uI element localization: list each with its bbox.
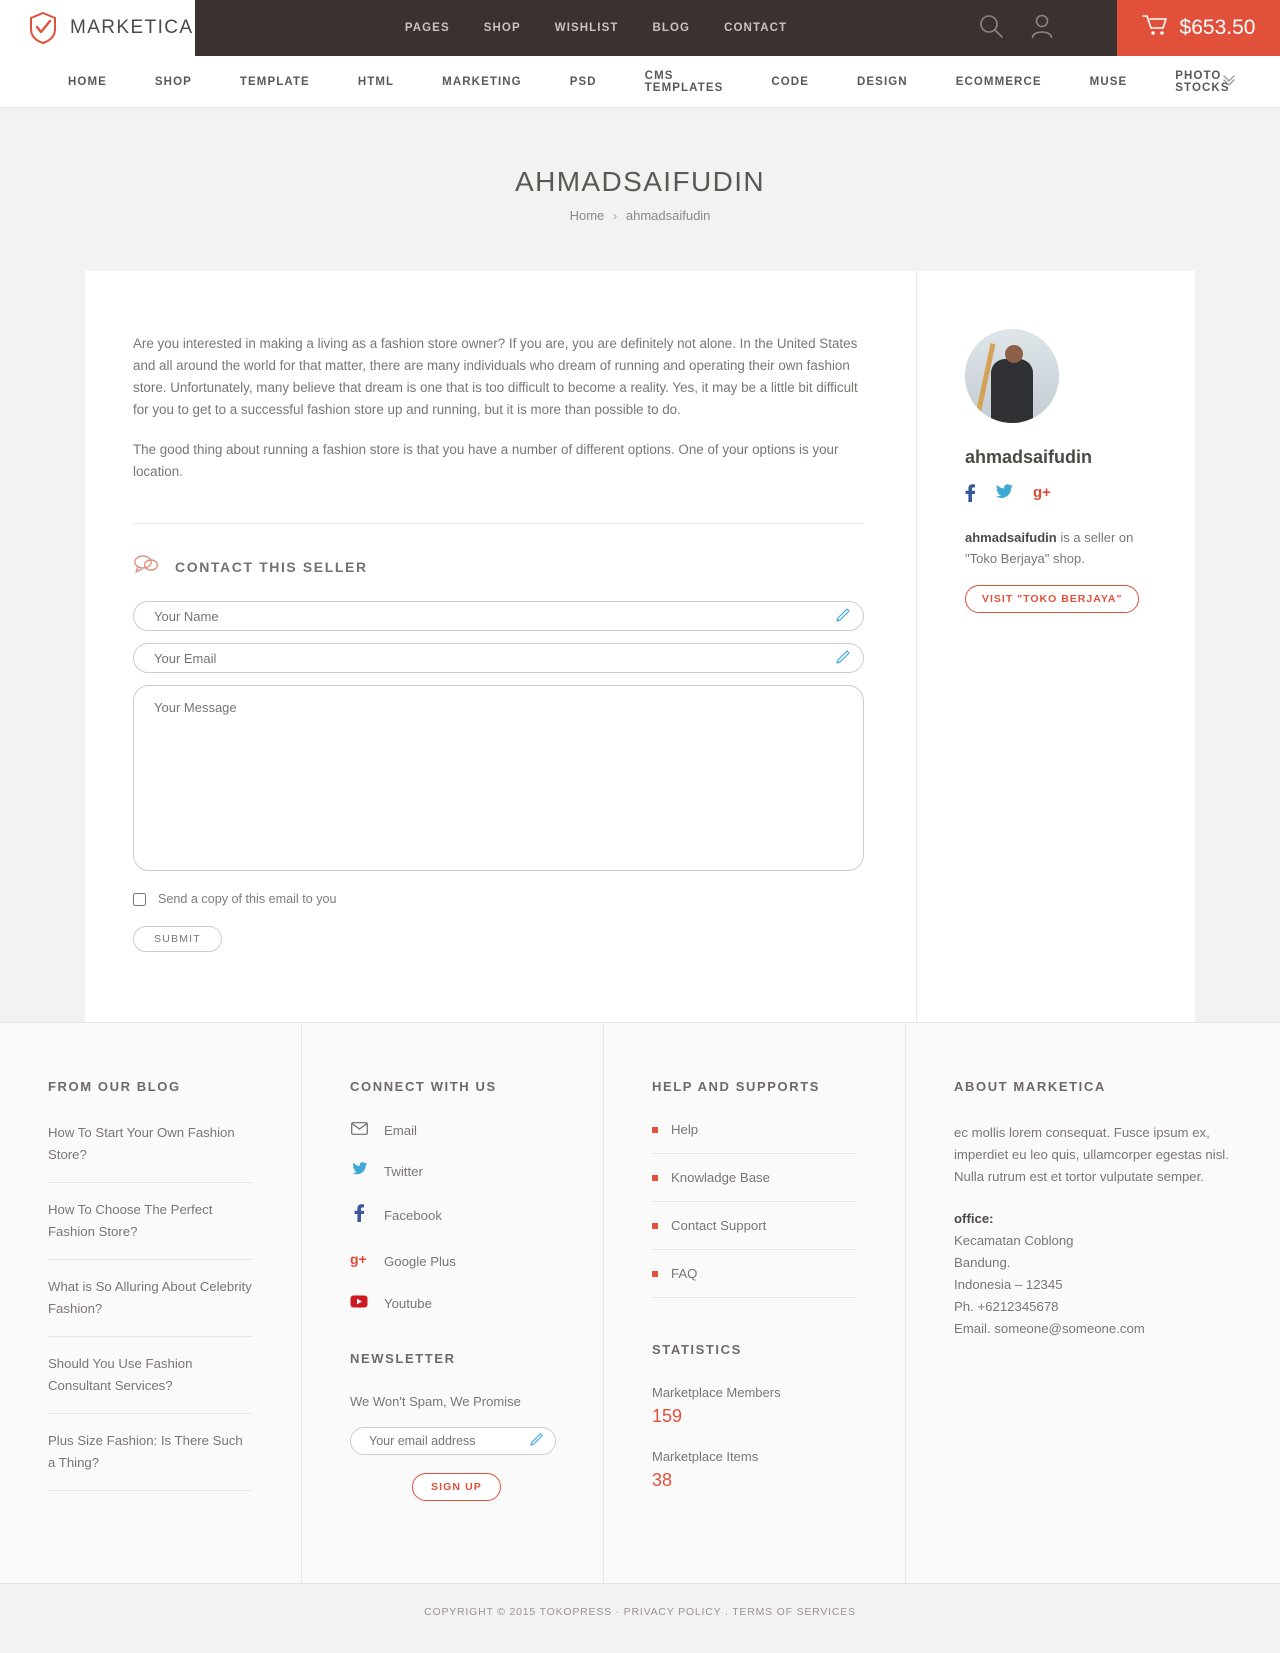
top-nav-item-pages[interactable]: PAGES: [404, 22, 450, 34]
chat-bubbles-icon: [133, 554, 159, 579]
nav-item-design[interactable]: DESIGN: [857, 75, 908, 88]
stat-label-items: Marketplace Items: [652, 1449, 759, 1464]
top-bar: [0, 0, 1280, 56]
facebook-icon: [350, 1204, 368, 1227]
send-copy-label: Send a copy of this email to you: [158, 892, 337, 906]
pencil-icon: [836, 608, 850, 625]
footer-statistics-heading: STATISTICS: [652, 1342, 742, 1357]
newsletter-subtitle: We Won't Spam, We Promise: [350, 1394, 521, 1409]
help-item-help[interactable]: [652, 1122, 857, 1154]
facebook-icon[interactable]: [965, 484, 975, 507]
newsletter-field-wrapper: [350, 1427, 556, 1455]
bullet-square-icon: [652, 1127, 658, 1133]
newsletter-signup-button[interactable]: SIGN UP: [412, 1473, 501, 1501]
user-icon[interactable]: [1030, 13, 1054, 44]
blog-link[interactable]: What is So Alluring About Celebrity Fashion?: [48, 1276, 253, 1337]
seller-name: ahmadsaifudin: [965, 447, 1093, 467]
email-input[interactable]: [133, 643, 864, 673]
footer-connect-heading: CONNECT WITH US: [350, 1079, 497, 1094]
help-item-faq[interactable]: [652, 1266, 857, 1298]
copyright-bar: [0, 1583, 1280, 1644]
nav-item-ecommerce[interactable]: ECOMMERCE: [955, 75, 1042, 88]
stat-label-members: Marketplace Members: [652, 1385, 781, 1400]
footer-about-heading: ABOUT MARKETICA: [954, 1079, 1106, 1094]
help-item-contact-support[interactable]: [652, 1218, 857, 1250]
breadcrumb: [0, 208, 1280, 223]
intro-paragraph-2: The good thing about running a fashion store is that you have a number of different options. One of your options is your location.: [133, 442, 839, 479]
seller-socials: [965, 484, 1165, 507]
footer-newsletter-heading: NEWSLETTER: [350, 1351, 456, 1366]
contact-seller-heading: [133, 554, 864, 579]
nav-item-template[interactable]: TEMPLATE: [239, 75, 310, 88]
help-item-label: Help: [671, 1122, 699, 1137]
about-office-block: [954, 1208, 1232, 1340]
breadcrumb-current: ahmadsaifudin: [625, 208, 711, 223]
blog-link[interactable]: How To Start Your Own Fashion Store?: [48, 1122, 253, 1183]
google-plus-icon: [350, 1251, 368, 1271]
page-title: AHMADSAIFUDIN: [515, 166, 765, 197]
submit-button[interactable]: SUBMIT: [133, 926, 222, 952]
main-column: [85, 271, 917, 1022]
newsletter-email-input[interactable]: [350, 1427, 556, 1455]
name-field-wrapper: [133, 601, 864, 631]
intro-text: [133, 333, 864, 483]
connect-item-label: Facebook: [384, 1208, 442, 1223]
blog-link[interactable]: Plus Size Fashion: Is There Such a Thing?: [48, 1430, 253, 1491]
copyright-text: COPYRIGHT © 2015 TOKOPRESS · PRIVACY POLICY . TERMS OF SERVICES: [424, 1606, 856, 1618]
nav-item-cms-templates[interactable]: CMS TEMPLATES: [644, 69, 724, 94]
help-item-label: Contact Support: [671, 1218, 767, 1233]
divider: [133, 523, 864, 524]
about-office-line: Indonesia – 12345: [954, 1277, 1063, 1292]
pencil-icon: [836, 650, 850, 667]
footer-connect-column: [302, 1023, 604, 1583]
search-icon[interactable]: [978, 13, 1004, 44]
svg-text:g+: g+: [350, 1251, 367, 1267]
svg-text:g+: g+: [1033, 484, 1051, 500]
nav-item-code[interactable]: CODE: [771, 75, 809, 88]
cart-button[interactable]: [1117, 0, 1280, 56]
connect-item-facebook[interactable]: [350, 1204, 555, 1227]
nav-item-home[interactable]: HOME: [68, 75, 107, 88]
twitter-icon[interactable]: [995, 484, 1013, 507]
about-office-line: Email. someone@someone.com: [954, 1321, 1145, 1336]
footer-help-heading: HELP AND SUPPORTS: [652, 1079, 821, 1094]
stat-value-items: 38: [652, 1470, 673, 1490]
top-icon-group: [978, 0, 1054, 56]
about-office-line: Kecamatan Coblong: [954, 1233, 1074, 1248]
connect-item-twitter[interactable]: [350, 1162, 555, 1180]
footer-help-column: [604, 1023, 906, 1583]
send-copy-checkbox[interactable]: [133, 893, 146, 906]
about-office-label: office:: [954, 1211, 994, 1226]
avatar: [965, 329, 1059, 423]
email-field-wrapper: [133, 643, 864, 673]
top-nav-item-wishlist[interactable]: WISHLIST: [554, 22, 619, 34]
page-header: [0, 108, 1280, 271]
nav-item-photo-stocks[interactable]: PHOTO STOCKS: [1175, 69, 1230, 94]
nav-item-html[interactable]: HTML: [357, 75, 395, 88]
bullet-square-icon: [652, 1175, 658, 1181]
footer-about-column: [906, 1023, 1280, 1583]
brand-name: MARKETICA: [70, 17, 194, 38]
seller-description-rest: is a seller on "Toko Berjaya" shop.: [965, 530, 1134, 566]
seller-description: [965, 527, 1165, 569]
message-textarea[interactable]: [133, 685, 864, 871]
top-nav-item-shop[interactable]: SHOP: [483, 22, 521, 34]
name-input[interactable]: [133, 601, 864, 631]
seller-description-name: ahmadsaifudin: [965, 530, 1057, 545]
footer: [0, 1022, 1280, 1583]
connect-item-label: Twitter: [384, 1163, 423, 1179]
google-plus-icon[interactable]: [1033, 484, 1053, 507]
pencil-icon: [530, 1433, 543, 1449]
main-nav: [0, 56, 1280, 108]
connect-item-label: Email: [384, 1122, 417, 1138]
breadcrumb-home[interactable]: Home: [569, 208, 605, 223]
stat-value-members: 159: [652, 1406, 683, 1426]
about-office-line: Bandung.: [954, 1255, 1011, 1270]
connect-item-youtube[interactable]: [350, 1295, 555, 1311]
connect-item-google-plus[interactable]: [350, 1251, 555, 1271]
seller-sidebar: [917, 271, 1195, 1022]
breadcrumb-separator: ›: [612, 208, 618, 223]
footer-blog-heading: FROM OUR BLOG: [48, 1079, 181, 1094]
connect-item-label: Youtube: [384, 1295, 432, 1311]
connect-item-label: Google Plus: [384, 1253, 456, 1269]
footer-blog-column: [0, 1023, 302, 1583]
cart-icon: [1142, 14, 1168, 42]
nav-item-muse[interactable]: MUSE: [1089, 75, 1128, 88]
logo[interactable]: [0, 0, 195, 56]
chevron-double-down-icon[interactable]: [1222, 73, 1236, 90]
send-copy-checkbox-row[interactable]: [133, 892, 864, 906]
nav-item-psd[interactable]: PSD: [569, 75, 597, 88]
blog-link[interactable]: How To Choose The Perfect Fashion Store?: [48, 1199, 253, 1260]
help-item-knowledge-base[interactable]: [652, 1170, 857, 1202]
about-office-line: Ph. +6212345678: [954, 1299, 1059, 1314]
top-nav-item-blog[interactable]: BLOG: [652, 22, 691, 34]
bullet-square-icon: [652, 1223, 658, 1229]
content-panel: [85, 271, 1195, 1022]
connect-item-email[interactable]: [350, 1122, 555, 1138]
blog-link[interactable]: Should You Use Fashion Consultant Services?: [48, 1353, 253, 1414]
nav-item-marketing[interactable]: MARKETING: [442, 75, 522, 88]
top-nav-item-contact[interactable]: CONTACT: [724, 22, 788, 34]
visit-shop-button[interactable]: VISIT "TOKO BERJAYA": [965, 585, 1139, 613]
cart-total: $653.50: [1179, 16, 1256, 39]
intro-paragraph-1: Are you interested in making a living as a fashion store owner? If you are, you are definitely not alone. In the United States and all around the world for that matter, there are many individuals who dream of running and operating their own fashion store. Unfortunately, many believe that dream is one that is too difficult to become a reality. Yes, it may be a little bit difficult for you to get to a successful fashion store up and running, but it is more than possible to do.: [133, 336, 858, 417]
about-text: ec mollis lorem consequat. Fusce ipsum ex, imperdiet eu leo quis, ullamcorper egestas nisl. Nulla rutrum est et tortor vulputate semper.: [954, 1125, 1229, 1184]
youtube-icon: [350, 1295, 368, 1311]
envelope-icon: [350, 1122, 368, 1138]
help-item-label: FAQ: [671, 1266, 698, 1281]
help-item-label: Knowladge Base: [671, 1170, 770, 1185]
shield-check-icon: [28, 11, 58, 45]
contact-seller-title: CONTACT THIS SELLER: [175, 558, 368, 575]
bullet-square-icon: [652, 1271, 658, 1277]
nav-item-shop[interactable]: SHOP: [154, 75, 192, 88]
twitter-icon: [350, 1162, 368, 1180]
